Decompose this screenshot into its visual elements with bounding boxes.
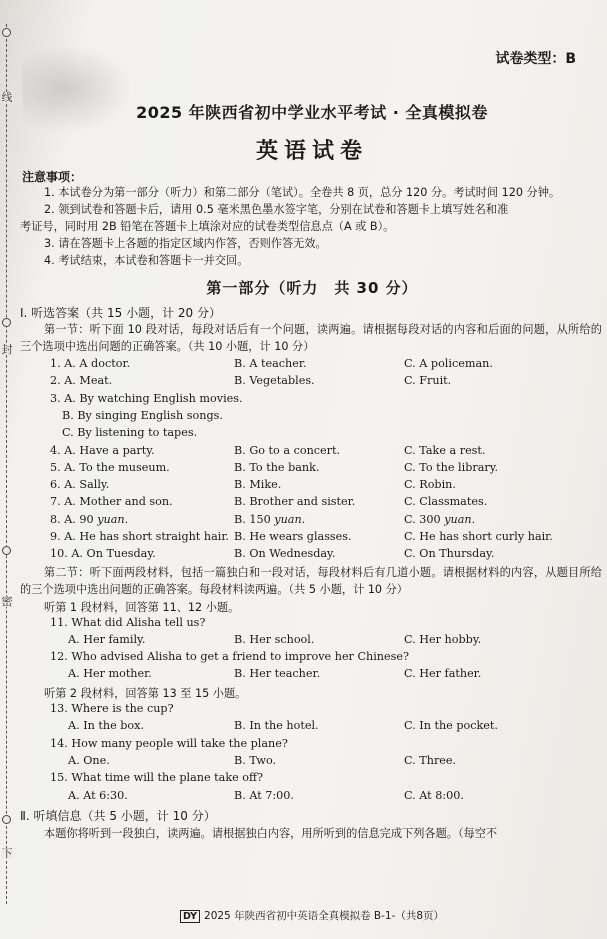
- option: 10. A. On Tuesday.: [50, 547, 156, 560]
- option: B. At 7:00.: [234, 789, 294, 802]
- note-item: 考证号，同时用 2B 铅笔在答题卡上填涂对应的试卷类型信息点（A 或 B）。: [20, 220, 395, 233]
- question-row: [20, 357, 604, 374]
- listen-instruction: 听第 2 段材料，回答第 13 至 15 小题。: [44, 687, 247, 700]
- question-text: 12. Who advised Alisha to get a friend to improve her Chinese?: [50, 650, 409, 663]
- binding-line: [6, 24, 7, 904]
- note-item: 1. 本试卷分为第一部分（听力）和第二部分（笔试）。全卷共 8 页，总分 120 分。考试时间 120 分钟。: [44, 186, 561, 199]
- section-one-instructions: 第一节：听下面 10 段对话，每段对话后有一个问题，读两遍。请根据每段对话的内容和后面的问题，从所给的三个选项中选出问题的正确答案。（共 10 小题，计 10 分）: [20, 323, 602, 353]
- listen-instruction: 听第 1 段材料，回答第 11、12 小题。: [44, 601, 240, 614]
- option: B. 150 yuan.: [234, 513, 306, 526]
- option: C. He has short curly hair.: [404, 530, 553, 543]
- question-row: [20, 789, 604, 806]
- option: B. He wears glasses.: [234, 530, 352, 543]
- question-row: [20, 374, 604, 391]
- option: C. Robin.: [404, 478, 456, 491]
- note-item: 3. 请在答题卡上各题的指定区域内作答，否则作答无效。: [44, 237, 327, 250]
- binding-char: 封: [1, 343, 13, 356]
- binding-hole: [2, 318, 11, 327]
- subject-title: 英语试卷: [255, 139, 368, 164]
- option: B. By singing English songs.: [62, 409, 223, 422]
- binding-char: 密: [1, 595, 13, 608]
- paper-type-label: 试卷类型：B: [495, 51, 576, 67]
- option: B. Mike.: [234, 478, 282, 491]
- question-row: [20, 444, 604, 461]
- option: C. At 8:00.: [404, 789, 464, 802]
- question-text: 11. What did Alisha tell us?: [50, 616, 206, 629]
- option: C. 300 yuan.: [404, 513, 476, 526]
- binding-hole: [2, 546, 11, 555]
- option: 9. A. He has short straight hair.: [50, 530, 229, 543]
- option: C. A policeman.: [404, 357, 493, 370]
- question-text: 15. What time will the plane take off?: [50, 771, 263, 784]
- note-item: 4. 考试结束，本试卷和答题卡一并交回。: [44, 254, 249, 267]
- question-row: [20, 719, 604, 736]
- option: 1. A. A doctor.: [50, 357, 131, 370]
- question-row: [20, 530, 604, 547]
- question-text: 14. How many people will take the plane?: [50, 737, 288, 750]
- option: B. A teacher.: [234, 357, 307, 370]
- question-row: [20, 513, 604, 530]
- question-row: [20, 409, 604, 426]
- option: 5. A. To the museum.: [50, 461, 170, 474]
- option: 4. A. Have a party.: [50, 444, 155, 457]
- note-item: 2. 领到试卷和答题卡后，请用 0.5 毫米黑色墨水签字笔，分别在试卷和答题卡上填写姓名和准: [44, 203, 509, 216]
- option: C. Classmates.: [404, 495, 488, 508]
- question-row: [20, 461, 604, 478]
- section-two-instructions: 第二节：听下面两段材料，包括一篇独白和一段对话，每段材料后有几道小题。请根据材料的内容，从题目所给的三个选项中选出问题的正确答案。每段材料读两遍。（共 5 小题，计 10 分）: [20, 566, 602, 596]
- option: C. In the pocket.: [404, 719, 498, 732]
- option: B. Go to a concert.: [234, 444, 341, 457]
- binding-hole: [2, 28, 11, 37]
- section-one-heading: Ⅰ. 听选答案（共 15 小题，计 20 分）: [20, 306, 221, 320]
- option: C. Fruit.: [404, 374, 452, 387]
- option: B. Vegetables.: [234, 374, 315, 387]
- option: B. On Wednesday.: [234, 547, 336, 560]
- option: 3. A. By watching English movies.: [50, 392, 243, 405]
- option: A. One.: [68, 754, 110, 767]
- option: A. At 6:30.: [68, 789, 128, 802]
- option: B. Her school.: [234, 633, 315, 646]
- question-row: [20, 737, 604, 754]
- question-row: [20, 547, 604, 564]
- option: A. In the box.: [68, 719, 145, 732]
- option: C. Her hobby.: [404, 633, 482, 646]
- question-row: [20, 771, 604, 788]
- question-row: [20, 478, 604, 495]
- option: 6. A. Sally.: [50, 478, 110, 491]
- binding-char: 线: [1, 91, 13, 104]
- question-row: [20, 667, 604, 684]
- question-text: 13. Where is the cup?: [50, 702, 174, 715]
- option: 8. A. 90 yuan.: [50, 513, 129, 526]
- option: B. Her teacher.: [234, 667, 321, 680]
- page-footer: [20, 908, 604, 923]
- option: B. Two.: [234, 754, 277, 767]
- question-row: [20, 616, 604, 633]
- question-row: [20, 633, 604, 650]
- question-row: [20, 650, 604, 667]
- option: C. Take a rest.: [404, 444, 486, 457]
- footer-badge: DY: [180, 910, 200, 923]
- notes-heading: 注意事项：: [22, 170, 83, 184]
- option: C. Her father.: [404, 667, 482, 680]
- option: A. Her mother.: [68, 667, 152, 680]
- section-two-heading: Ⅱ. 听填信息（共 5 小题，计 10 分）: [20, 809, 216, 823]
- question-row: [20, 495, 604, 512]
- option: C. On Thursday.: [404, 547, 495, 560]
- option: B. To the bank.: [234, 461, 320, 474]
- binding-hole: [2, 815, 11, 824]
- option: B. In the hotel.: [234, 719, 319, 732]
- question-row: [20, 702, 604, 719]
- option: B. Brother and sister.: [234, 495, 356, 508]
- option: A. Her family.: [68, 633, 146, 646]
- binding-char: 下: [1, 847, 13, 860]
- option: 7. A. Mother and son.: [50, 495, 173, 508]
- question-row: [20, 426, 604, 443]
- option: C. Three.: [404, 754, 457, 767]
- exam-title: 2025 年陕西省初中学业水平考试 · 全真模拟卷: [136, 103, 488, 122]
- option: 2. A. Meat.: [50, 374, 113, 387]
- option: C. By listening to tapes.: [62, 426, 198, 439]
- question-row: [20, 754, 604, 771]
- part-one-title: 第一部分（听力 共 30 分）: [206, 279, 418, 297]
- option: C. To the library.: [404, 461, 499, 474]
- question-row: [20, 392, 604, 409]
- section-two-intro: 本题你将听到一段独白，读两遍。请根据独白内容，用所听到的信息完成下列各题。（每空不: [44, 827, 498, 840]
- footer-text: 2025 年陕西省初中英语全真模拟卷 B-1-（共8页）: [204, 910, 445, 922]
